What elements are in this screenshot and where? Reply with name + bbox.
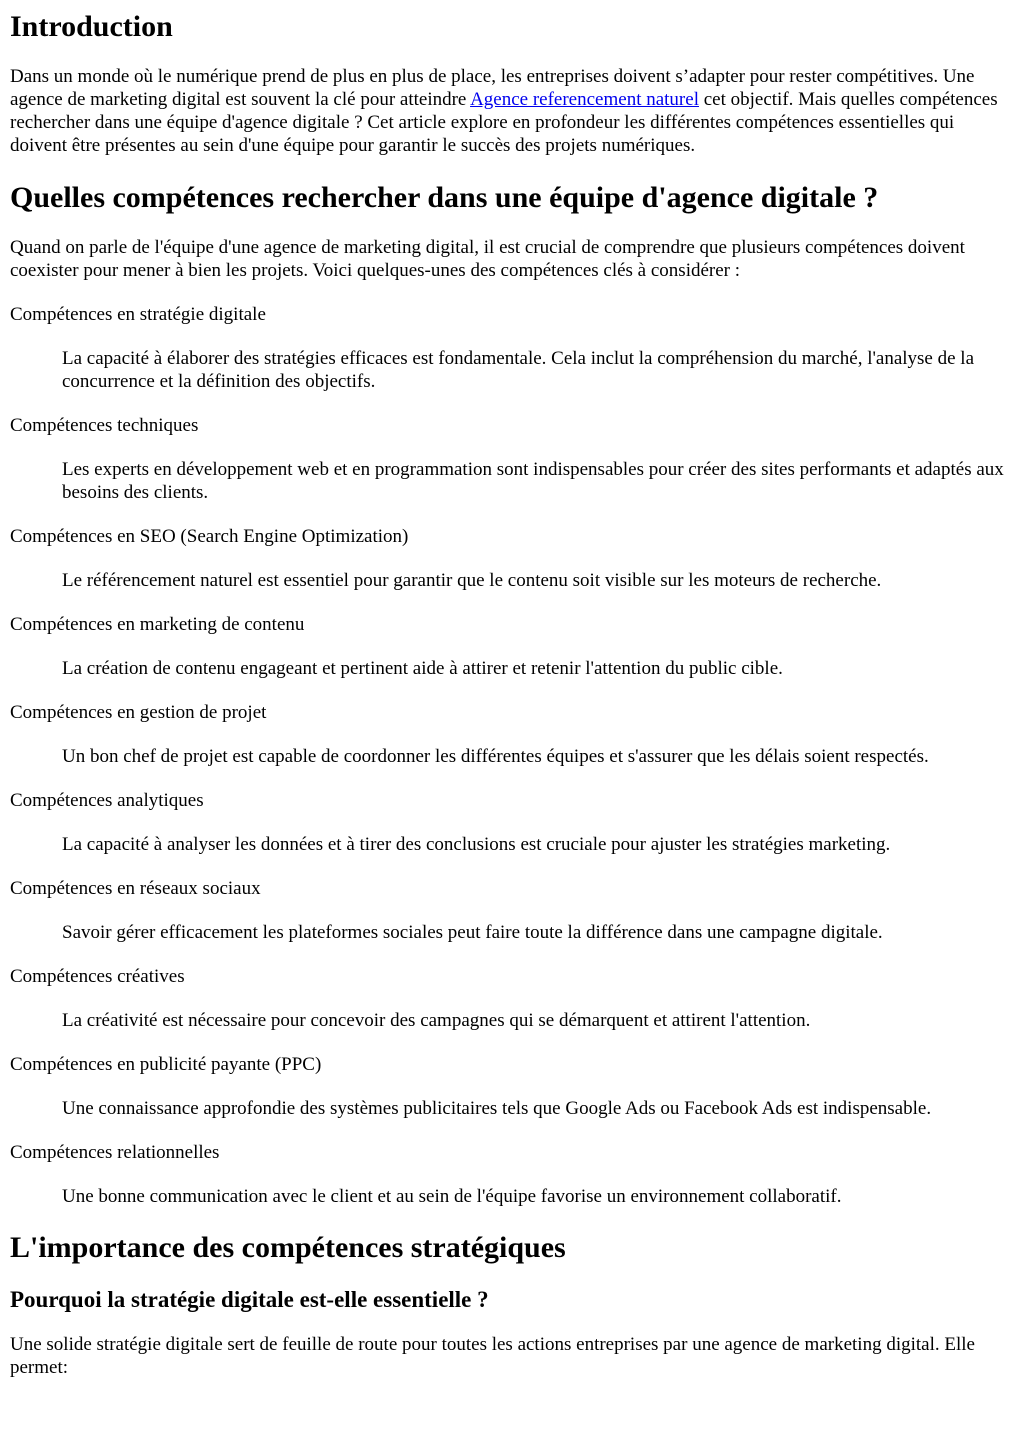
skill-term: Compétences en stratégie digitale <box>10 304 266 325</box>
intro-text-before-link: Dans un monde où le numérique prend de plus en plus de place, les entreprises doivent s’adapter pour rester compétitives. Une agence de marketing digital est souvent la clé pour atteindre <box>10 66 975 110</box>
skill-description: La créativité est nécessaire pour concevoir des campagnes qui se démarquent et attirent l'attention. <box>62 1010 811 1031</box>
intro-paragraph <box>10 65 1014 157</box>
skill-description: Le référencement naturel est essentiel pour garantir que le contenu soit visible sur les moteurs de recherche. <box>62 570 882 591</box>
skill-description: La capacité à élaborer des stratégies efficaces est fondamentale. Cela inclut la compréhension du marché, l'analyse de la concurrence et la définition des objectifs. <box>62 348 975 392</box>
skill-description: Un bon chef de projet est capable de coordonner les différentes équipes et s'assurer que les délais soient respectés. <box>62 746 929 767</box>
strategic-paragraph: Une solide stratégie digitale sert de feuille de route pour toutes les actions entreprises par une agence de marketing digital. Elle permet: <box>10 1334 975 1378</box>
skill-description: La capacité à analyser les données et à tirer des conclusions est cruciale pour ajuster les stratégies marketing. <box>62 834 891 855</box>
intro-text-after-link: cet objectif. Mais quelles compétences rechercher dans une équipe d'agence digitale ? Cet article explore en profondeur les différentes compétences essentielles qui doivent être présentes au sein d'une équipe pour garantir le succès des projets numériques. <box>10 89 998 156</box>
strategic-subheading: Pourquoi la stratégie digitale est-elle essentielle ? <box>10 1287 489 1312</box>
skills-lead-paragraph: Quand on parle de l'équipe d'une agence de marketing digital, il est crucial de comprendre que plusieurs compétences doivent coexister pour mener à bien les projets. Voici quelques-unes des compétences clés à considérer : <box>10 237 965 281</box>
skill-term: Compétences relationnelles <box>10 1142 220 1163</box>
skill-term: Compétences en publicité payante (PPC) <box>10 1054 322 1075</box>
skill-term: Compétences en SEO (Search Engine Optimization) <box>10 526 409 547</box>
skill-term: Compétences analytiques <box>10 790 204 811</box>
skill-term: Compétences en marketing de contenu <box>10 614 305 635</box>
skill-description: Une connaissance approfondie des systèmes publicitaires tels que Google Ads ou Facebook Ads est indispensable. <box>62 1098 932 1119</box>
skill-description: Les experts en développement web et en programmation sont indispensables pour créer des sites performants et adaptés aux besoins des clients. <box>62 459 1004 503</box>
strategic-heading: L'importance des compétences stratégiques <box>10 1231 566 1264</box>
skills-heading: Quelles compétences rechercher dans une équipe d'agence digitale ? <box>10 181 879 214</box>
skill-term: Compétences techniques <box>10 415 199 436</box>
skill-description: Savoir gérer efficacement les plateformes sociales peut faire toute la différence dans une campagne digitale. <box>62 922 883 943</box>
skill-description: La création de contenu engageant et pertinent aide à attirer et retenir l'attention du public cible. <box>62 658 783 679</box>
skill-term: Compétences en réseaux sociaux <box>10 878 261 899</box>
skills-definition-list <box>10 303 1014 1208</box>
agence-referencement-link[interactable]: Agence referencement naturel <box>470 89 699 110</box>
skill-term: Compétences créatives <box>10 966 185 987</box>
skill-term: Compétences en gestion de projet <box>10 702 267 723</box>
intro-heading: Introduction <box>10 10 173 43</box>
skill-description: Une bonne communication avec le client et au sein de l'équipe favorise un environnement collaboratif. <box>62 1186 842 1207</box>
